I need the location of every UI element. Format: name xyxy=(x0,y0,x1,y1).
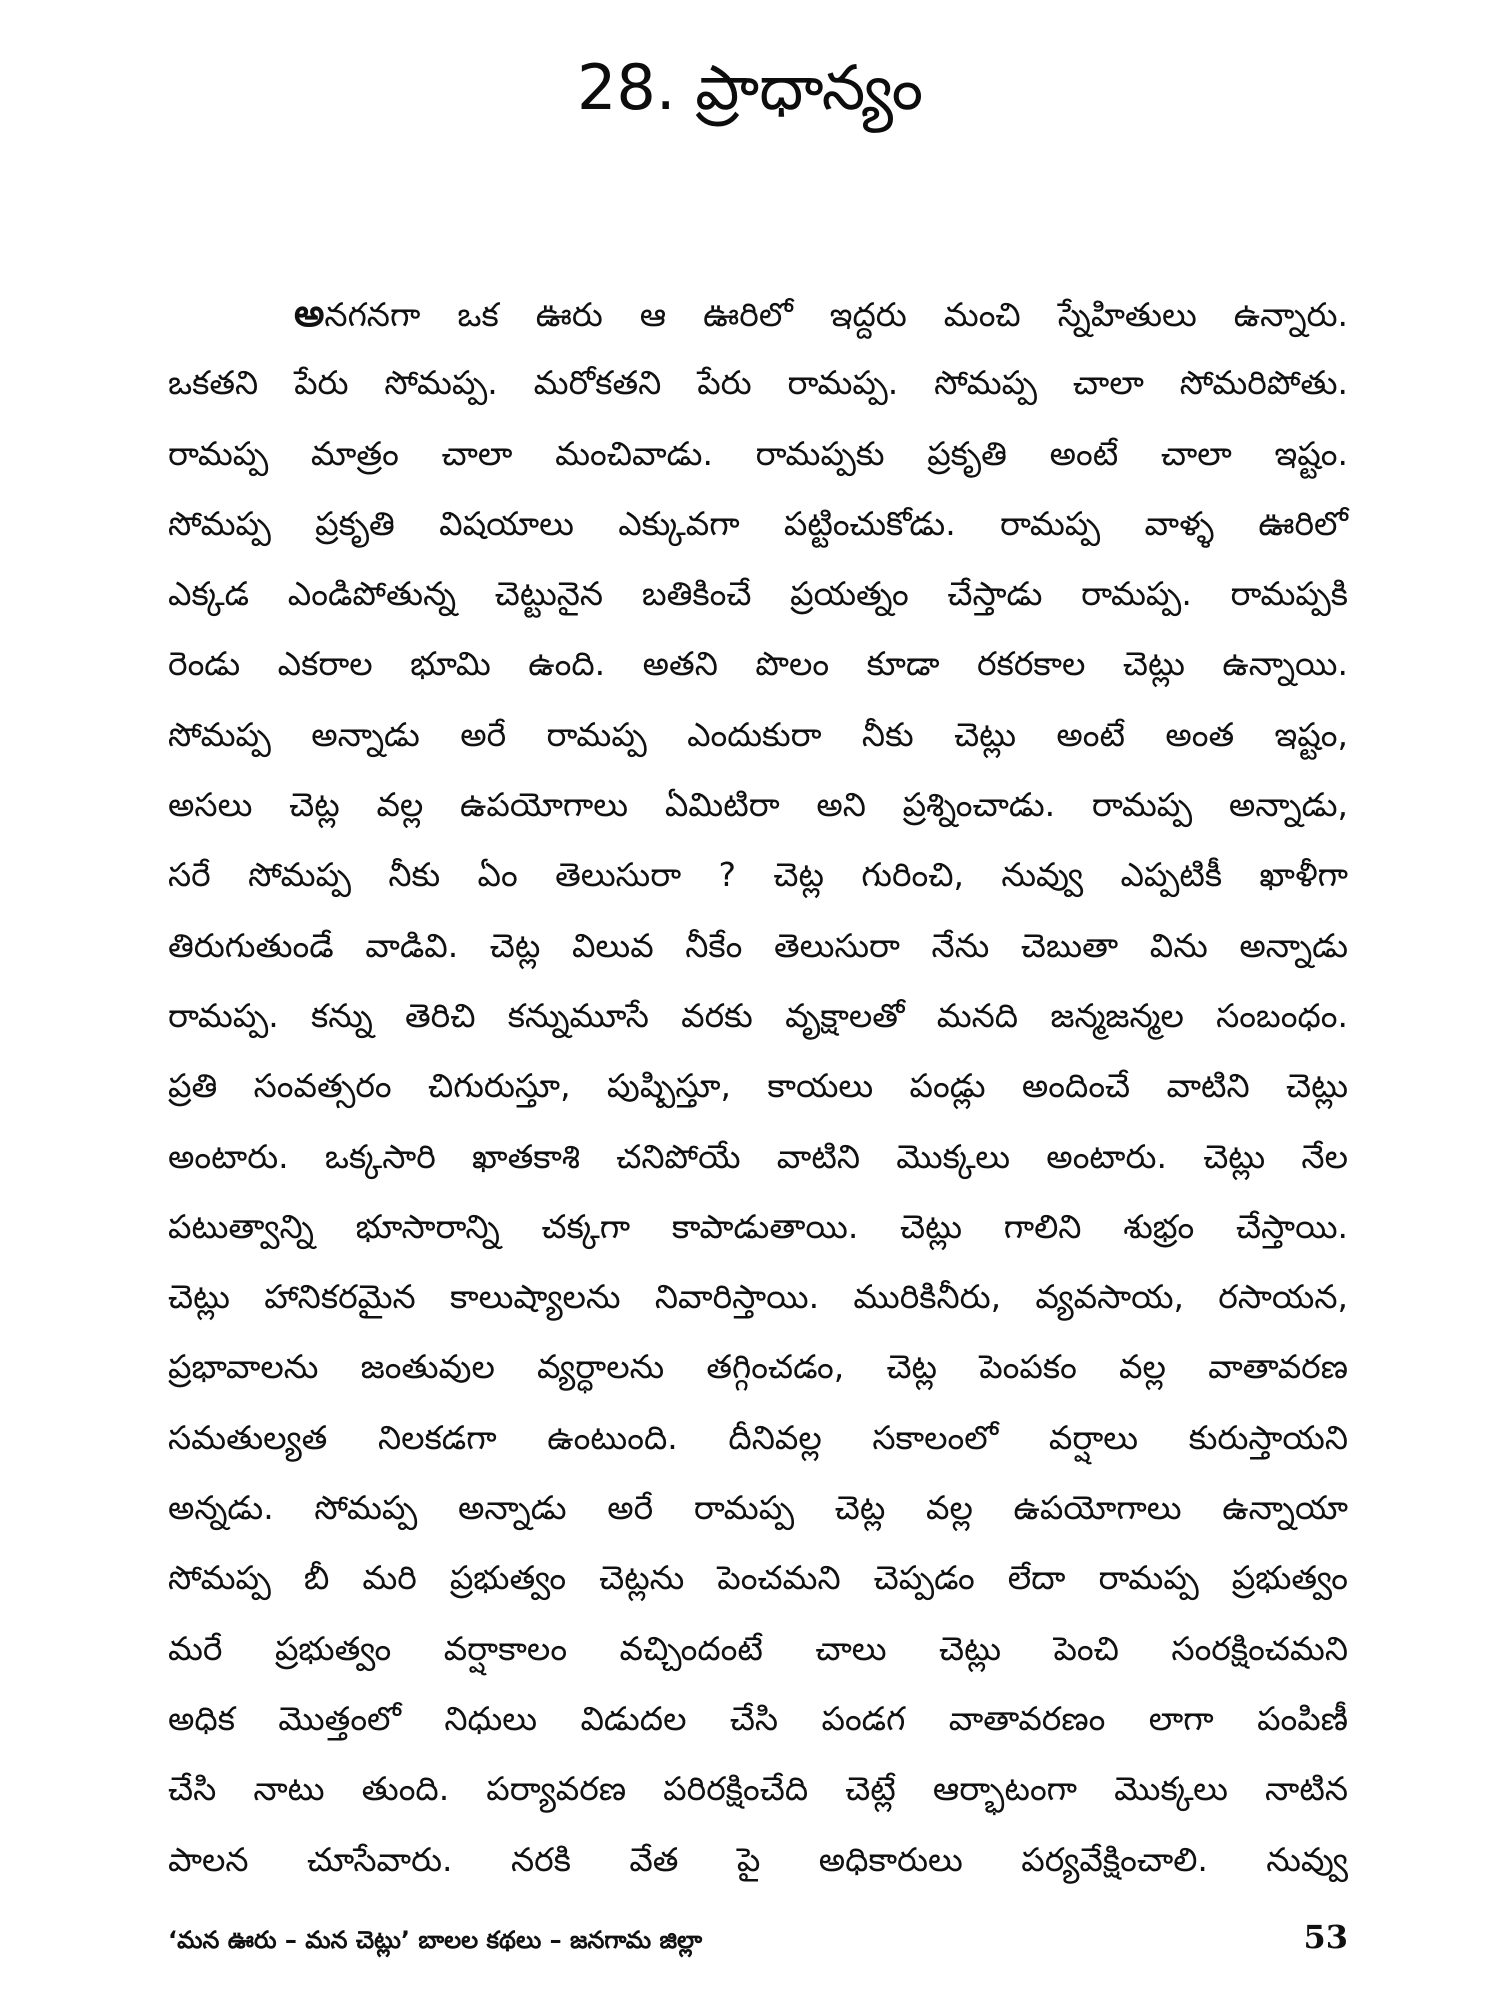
story-text xyxy=(168,288,1348,1905)
text-line: అన్నడు. సోమప్ప అన్నాడు అరే రామప్ప చెట్ల వల్ల ఉపయోగాలు ఉన్నాయా xyxy=(168,1488,1348,1528)
text-line: తిరుగుతుండే వాడివి. చెట్ల విలువ నీకేం తెలుసురా నేను చెబుతా విను అన్నాడు xyxy=(168,925,1348,965)
text-line: రెండు ఎకరాల భూమి ఉంది. అతని పొలం కూడా రకరకాల చెట్లు ఉన్నాయి. xyxy=(168,644,1348,684)
text-line: అంటారు. ఒక్కసారి ఖాతకాశి చనిపోయే వాటిని మొక్కలు అంటారు. చెట్లు నేల xyxy=(168,1136,1348,1176)
first-line-text: నగనగా ఒక ఊరు ఆ ఊరిలో ఇద్దరు మంచి స్నేహితులు ఉన్నారు. xyxy=(324,295,1348,334)
text-line: సోమప్ప అన్నాడు అరే రామప్ప ఎందుకురా నీకు చెట్లు అంటే అంత ఇష్టం, xyxy=(168,714,1348,754)
text-line: సరే సోమప్ప నీకు ఏం తెలుసురా ? చెట్ల గురించి, నువ్వు ఎప్పటికీ ఖాళీగా xyxy=(168,855,1348,895)
text-line: సోమప్ప బీ మరి ప్రభుత్వం చెట్లను పెంచమని చెప్పడం లేదా రామప్ప ప్రభుత్వం xyxy=(168,1558,1348,1598)
text-line: పాలన చూసేవారు. నరకి వేత పై అధికారులు పర్యవేక్షించాలి. నువ్వు xyxy=(168,1839,1348,1879)
text-line: మరే ప్రభుత్వం వర్షాకాలం వచ్చిందంటే చాలు చెట్లు పెంచి సంరక్షించమని xyxy=(168,1628,1348,1668)
text-line: అసలు చెట్ల వల్ల ఉపయోగాలు ఏమిటిరా అని ప్రశ్నించాడు. రామప్ప అన్నాడు, xyxy=(168,785,1348,825)
page-number: 53 xyxy=(1303,1918,1348,1956)
text-line: ఎక్కడ ఎండిపోతున్న చెట్టునైన బతికించే ప్రయత్నం చేస్తాడు రామప్ప. రామప్పకి xyxy=(168,574,1348,614)
text-line: చేసి నాటు తుంది. పర్యావరణ పరిరక్షించేది చెట్లే ఆర్భాటంగా మొక్కలు నాటిన xyxy=(168,1769,1348,1809)
text-line: అధిక మొత్తంలో నిధులు విడుదల చేసి పండగ వాతావరణం లాగా పంపిణీ xyxy=(168,1698,1348,1738)
paragraph-first-line xyxy=(168,288,1348,358)
text-line: చెట్లు హానికరమైన కాలుష్యాలను నివారిస్తాయి. మురికినీరు, వ్యవసాయ, రసాయన, xyxy=(168,1277,1348,1317)
text-line: ప్రభావాలను జంతువుల వ్యర్ధాలను తగ్గించడం, చెట్ల పెంపకం వల్ల వాతావరణ xyxy=(168,1347,1348,1387)
text-line: రామప్ప. కన్ను తెరిచి కన్నుమూసే వరకు వృక్షాలతో మనది జన్మజన్మల సంబంధం. xyxy=(168,995,1348,1035)
text-line: ప్రతి సంవత్సరం చిగురుస్తూ, పుష్పిస్తూ, కాయలు పండ్లు అందించే వాటిని చెట్లు xyxy=(168,1066,1348,1106)
footer-book-title: ‘మన ఊరు – మన చెట్లు’ బాలల కథలు – జనగామ జిల్లా xyxy=(168,1926,703,1954)
drop-letter: అ xyxy=(294,291,325,335)
text-line: సోమప్ప ప్రకృతి విషయాలు ఎక్కువగా పట్టించుకోడు. రామప్ప వాళ్ళ ఊరిలో xyxy=(168,503,1348,543)
text-line: పటుత్వాన్ని భూసారాన్ని చక్కగా కాపాడుతాయి. చెట్లు గాలిని శుభ్రం చేస్తాయి. xyxy=(168,1206,1348,1246)
text-line: సమతుల్యత నిలకడగా ఉంటుంది. దీనివల్ల సకాలంలో వర్షాలు కురుస్తాయని xyxy=(168,1417,1348,1457)
page-title: 28. ప్రాధాన్యం xyxy=(576,51,924,124)
text-line: రామప్ప మాత్రం చాలా మంచివాడు. రామప్పకు ప్రకృతి అంటే చాలా ఇష్టం. xyxy=(168,433,1348,473)
text-line: ఒకతని పేరు సోమప్ప. మరోకతని పేరు రామప్ప. సోమప్ప చాలా సోమరిపోతు. xyxy=(168,363,1348,403)
